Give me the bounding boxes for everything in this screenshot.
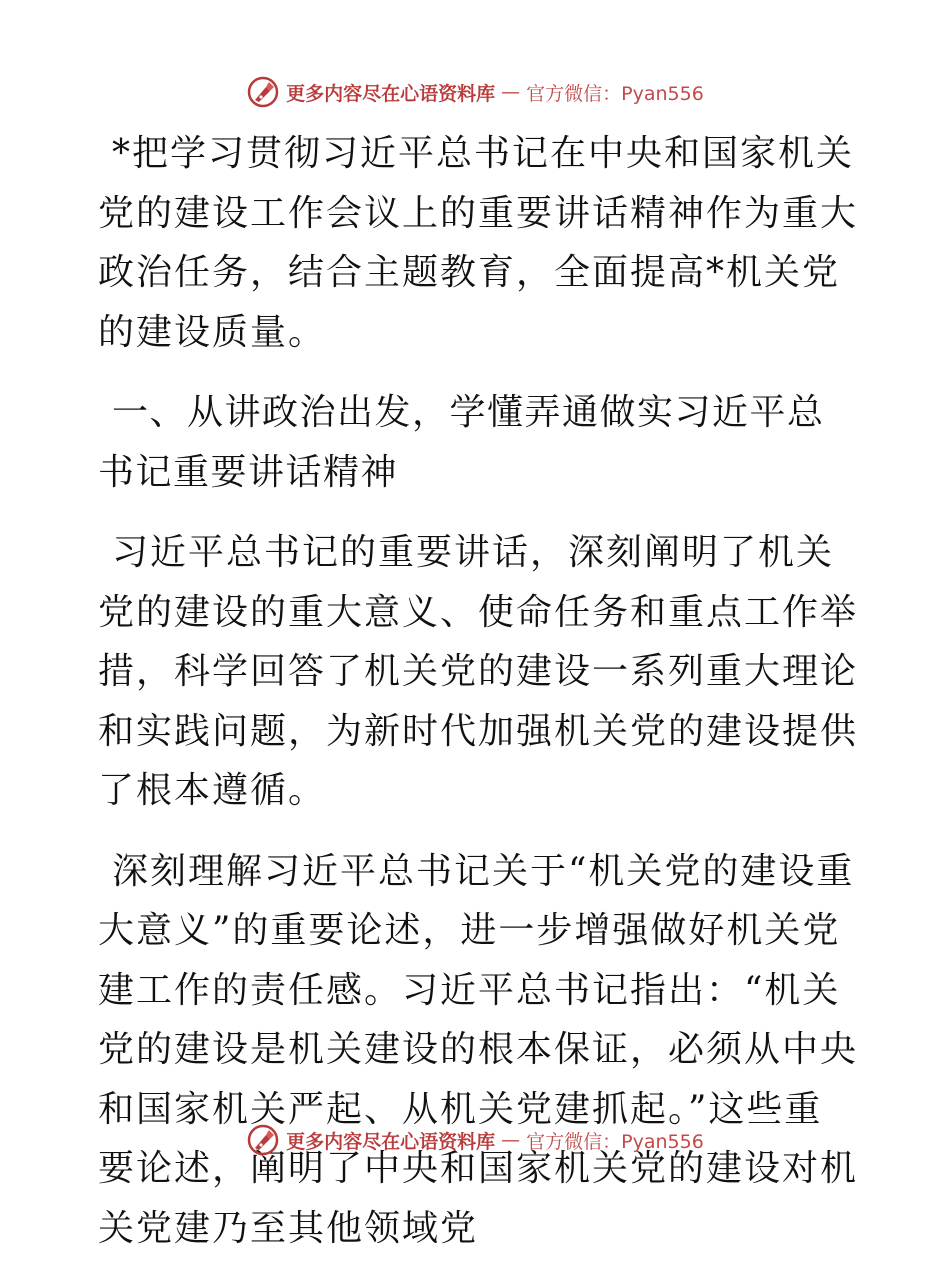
- watermark-separator: —: [501, 1129, 521, 1151]
- paragraph-2: 习近平总书记的重要讲话，深刻阐明了机关党的建设的重大意义、使命任务和重点工作举措，科学回答了机关党的建设一系列重大理论和实践问题，为新时代加强机关党的建设提供了根本遵循。: [98, 532, 859, 811]
- watermark-contact: 官方微信：Pyan556: [526, 1130, 704, 1153]
- watermark-brand: 更多内容尽在心语资料库: [286, 1130, 496, 1153]
- footer-watermark: [0, 1120, 950, 1160]
- section-heading-1: 一、从讲政治出发，学懂弄通做实习近平总书记重要讲话精神: [98, 392, 825, 493]
- pen-nib-seal-icon: [246, 1123, 280, 1157]
- document-body: [98, 124, 858, 1279]
- header-watermark: [0, 72, 950, 112]
- pen-nib-seal-icon: [246, 75, 280, 109]
- watermark-separator: —: [501, 81, 521, 103]
- paragraph-3: 深刻理解习近平总书记关于“机关党的建设重大意义”的重要论述，进一步增强做好机关党建工作的责任感。习近平总书记指出：“机关党的建设是机关建设的根本保证，必须从中央和国家机关严起、从机关党建抓起。”这些重要论述，阐明了中央和国家机关党的建设对机关党建乃至其他领域党: [98, 850, 859, 1249]
- watermark-brand: 更多内容尽在心语资料库: [286, 82, 496, 105]
- paragraph-intro: *把学习贯彻习近平总书记在中央和国家机关党的建设工作会议上的重要讲话精神作为重大政治任务，结合主题教育，全面提高*机关党的建设质量。: [98, 133, 859, 353]
- watermark-contact: 官方微信：Pyan556: [526, 82, 704, 105]
